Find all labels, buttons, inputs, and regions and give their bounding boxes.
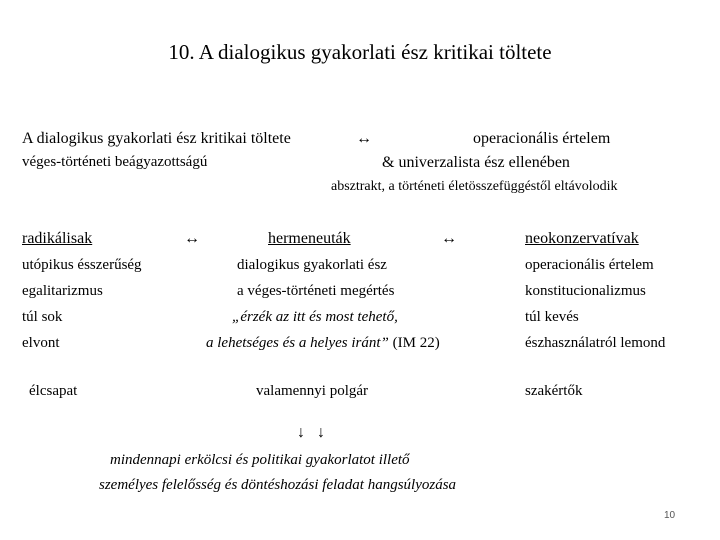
down-arrows: ↓ ↓ — [297, 424, 325, 441]
right-item: túl kevés — [525, 309, 579, 325]
slide-title: 10. A dialogikus gyakorlati ész kritikai töltete — [168, 40, 552, 64]
right-item: észhasználatról lemond — [525, 335, 666, 351]
left-item: egalitarizmus — [22, 283, 103, 299]
right-actor: szakértők — [525, 383, 583, 399]
intro-arrow: ↔ — [356, 130, 372, 147]
conclusion-line1: mindennapi erkölcsi és politikai gyakorlatot illető — [110, 452, 410, 468]
intro-left-line1: A dialogikus gyakorlati ész kritikai töltete — [22, 130, 291, 147]
left-item: elvont — [22, 335, 60, 351]
quote-text: a lehetséges és a helyes iránt” — [206, 335, 389, 351]
left-item: túl sok — [22, 309, 63, 325]
left-item: utópikus ésszerűség — [22, 257, 142, 273]
middle-item-quote-line2 — [206, 336, 440, 351]
middle-actor: valamennyi polgár — [256, 383, 369, 399]
middle-column-header: hermeneuták — [268, 230, 351, 247]
page-number: 10 — [664, 510, 676, 521]
right-column-header: neokonzervatívak — [525, 230, 639, 247]
intro-right-line3: absztrakt, a történeti életösszefüggéstől eltávolodik — [331, 179, 618, 194]
middle-item-quote: „érzék az itt és most tehető, — [232, 309, 398, 325]
left-actor: élcsapat — [29, 383, 78, 399]
right-item: konstitucionalizmus — [525, 283, 646, 299]
right-item: operacionális értelem — [525, 257, 654, 273]
left-column-header: radikálisak — [22, 230, 93, 247]
intro-left-line2: véges-történeti beágyazottságú — [22, 154, 208, 170]
intro-right-line1: operacionális értelem — [473, 130, 611, 147]
intro-right-line2: & univerzalista ész ellenében — [382, 154, 570, 171]
right-arrow: ↔ — [441, 230, 457, 247]
middle-item: dialogikus gyakorlati ész — [237, 257, 387, 273]
citation: (IM 22) — [388, 335, 440, 351]
left-arrow: ↔ — [184, 230, 200, 247]
conclusion-line2: személyes felelősség és döntéshozási feladat hangsúlyozása — [99, 477, 457, 493]
middle-item: a véges-történeti megértés — [237, 283, 395, 299]
